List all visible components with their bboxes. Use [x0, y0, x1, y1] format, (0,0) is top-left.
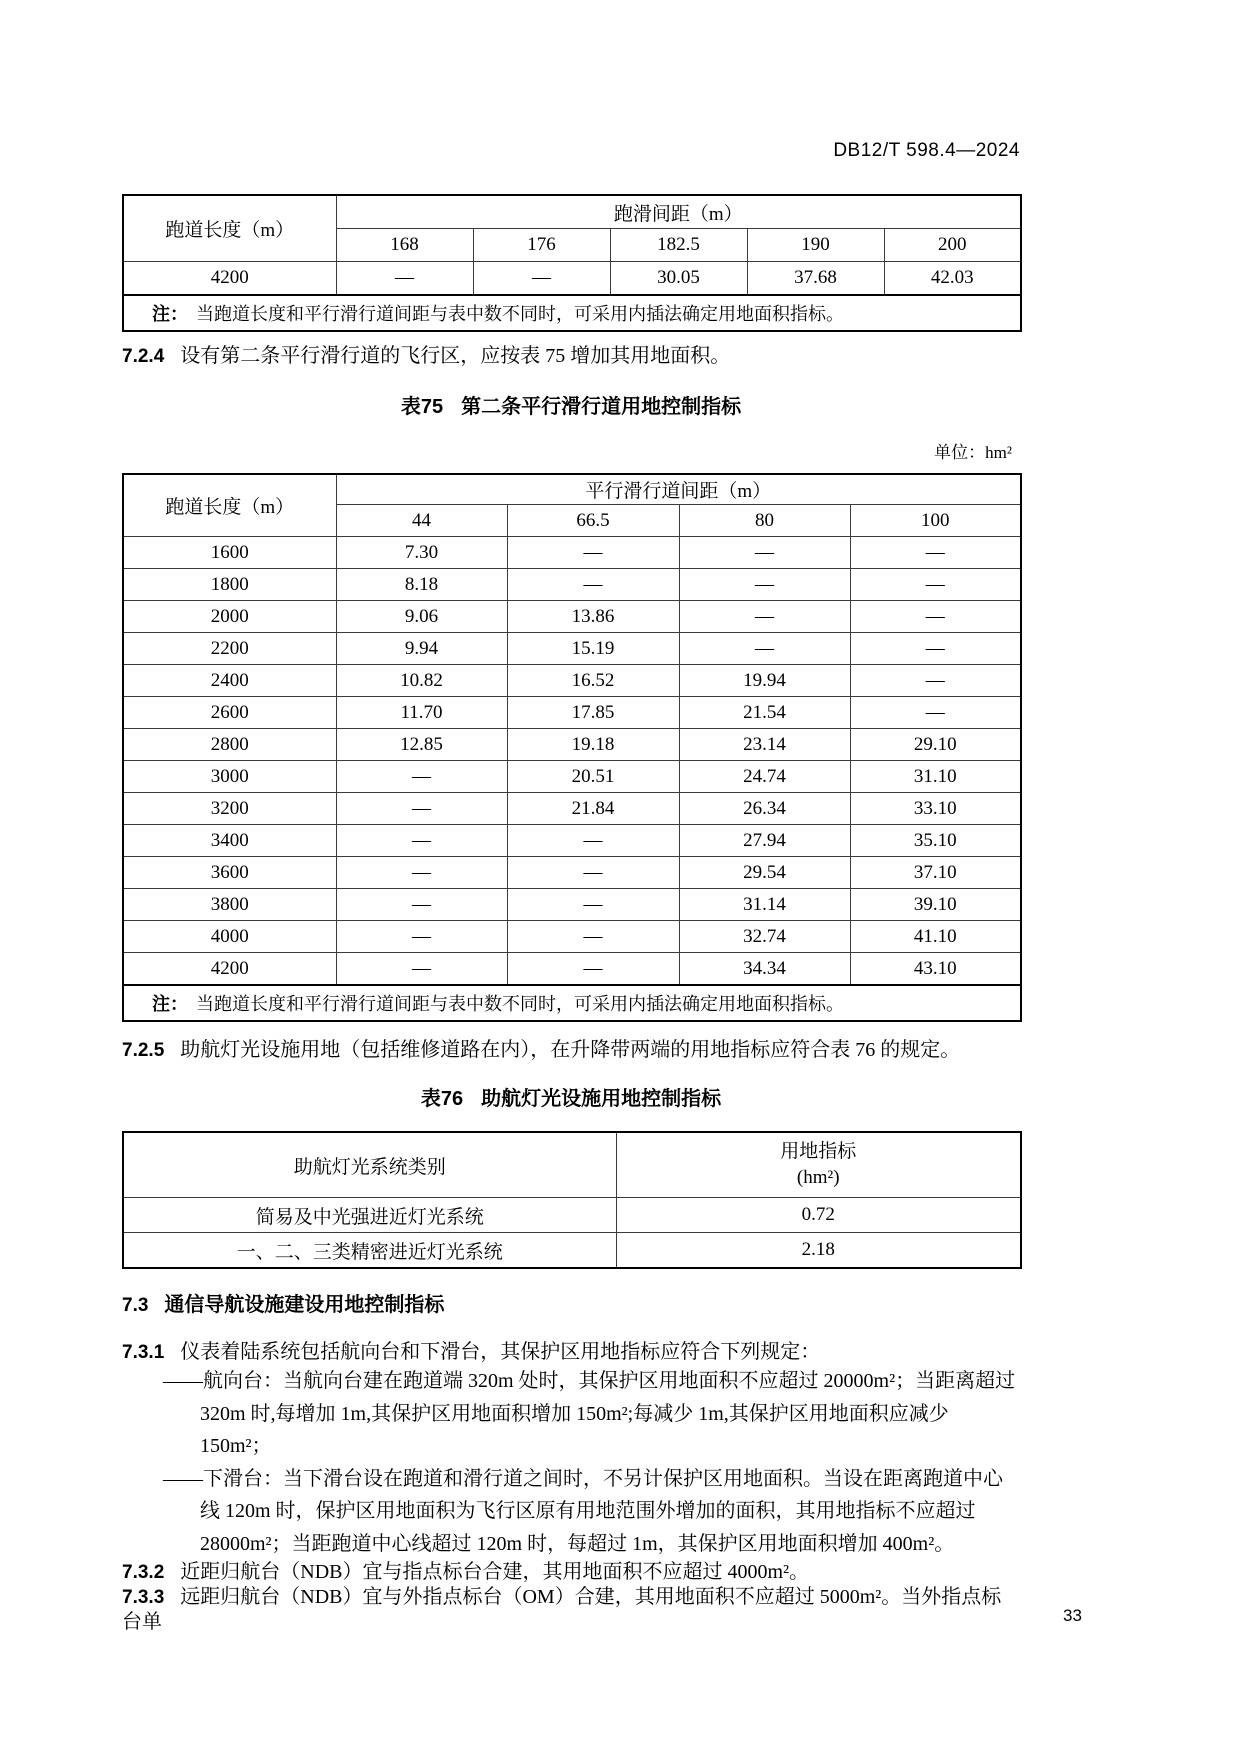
doc-number: DB12/T 598.4—2024 — [833, 140, 1020, 161]
list-item-glidepath-line3: 28000m²；当距跑道中心线超过 120m 时，每超过 1m，其保护区用地面积增加 400m²。 — [200, 1532, 955, 1555]
section-number: 7.3 — [122, 1295, 149, 1316]
cell: 21.54 — [679, 697, 850, 729]
cell: 34.34 — [679, 953, 850, 986]
cell: — — [507, 569, 679, 601]
column-header: 176 — [473, 229, 610, 262]
column-header-line1: 用地指标 — [780, 1141, 857, 1162]
table-row — [123, 262, 1021, 296]
cell: — — [850, 537, 1021, 569]
cell: 3800 — [123, 889, 336, 921]
cell: 10.82 — [336, 665, 507, 697]
cell: — — [507, 953, 679, 986]
cell: 3400 — [123, 825, 336, 857]
table-caption-title: 助航灯光设施用地控制指标 — [481, 1088, 722, 1110]
column-header: 200 — [884, 229, 1021, 262]
cell: — — [336, 761, 507, 793]
column-header: 66.5 — [507, 505, 679, 537]
cell: 30.05 — [610, 262, 747, 296]
cell: 37.68 — [747, 262, 884, 296]
cell: 2400 — [123, 665, 336, 697]
table-row — [123, 889, 1021, 921]
cell: 20.51 — [507, 761, 679, 793]
cell: 16.52 — [507, 665, 679, 697]
cell: 33.10 — [850, 793, 1021, 825]
cell: 23.14 — [679, 729, 850, 761]
clause-text: 远距归航台（NDB）宜与外指点标台（OM）合建，其用地面积不应超过 5000m²。当外指点标台单 — [122, 1586, 1002, 1633]
table-caption-label: 表76 — [420, 1088, 464, 1110]
cell: 0.72 — [616, 1198, 1021, 1233]
column-header: 跑道长度（m） — [123, 474, 336, 537]
cell: 2.18 — [616, 1233, 1021, 1269]
page-number: 33 — [1063, 1606, 1082, 1625]
table-note — [123, 295, 1021, 331]
clause-text: 仪表着陆系统包括航向台和下滑台，其保护区用地指标应符合下列规定： — [180, 1341, 821, 1363]
clause-number: 7.2.5 — [122, 1040, 165, 1061]
cell: 11.70 — [336, 697, 507, 729]
cell: — — [336, 825, 507, 857]
clause-number: 7.3.1 — [122, 1342, 165, 1363]
table-caption-label: 表75 — [400, 396, 444, 418]
list-item-localizer-line1: ——航向台：当航向台建在跑道端 320m 处时，其保护区用地面积不应超过 20000m²；当距离超过 — [163, 1370, 1016, 1392]
note-label: 注： — [152, 304, 188, 324]
section-heading-7-3 — [122, 1293, 1020, 1318]
cell: — — [679, 569, 850, 601]
table-header-row — [123, 1132, 1021, 1198]
clauses-block — [122, 1340, 1020, 1635]
cell: 31.14 — [679, 889, 850, 921]
cell: — — [507, 825, 679, 857]
group-header: 平行滑行道间距（m） — [336, 474, 1021, 505]
cell: — — [850, 665, 1021, 697]
column-header: 44 — [336, 505, 507, 537]
table-row — [123, 921, 1021, 953]
cell: 3600 — [123, 857, 336, 889]
cell: — — [850, 569, 1021, 601]
cell: — — [507, 537, 679, 569]
table-row — [123, 953, 1021, 986]
table-header-row — [123, 474, 1021, 505]
cell: 4200 — [123, 262, 336, 296]
note-label: 注： — [152, 994, 188, 1014]
column-header — [616, 1132, 1021, 1198]
cell: 29.54 — [679, 857, 850, 889]
table-row — [123, 1198, 1021, 1233]
table-row — [123, 793, 1021, 825]
table-row — [123, 1233, 1021, 1269]
cell: 19.18 — [507, 729, 679, 761]
runway-taxiway-spacing-table — [122, 194, 1022, 332]
table-row — [123, 665, 1021, 697]
cell: — — [336, 889, 507, 921]
table76-caption — [122, 1087, 1020, 1111]
cell: 17.85 — [507, 697, 679, 729]
column-header: 168 — [336, 229, 473, 262]
cell: 7.30 — [336, 537, 507, 569]
second-parallel-taxiway-table — [122, 473, 1022, 1022]
cell: 3200 — [123, 793, 336, 825]
cell: 2600 — [123, 697, 336, 729]
cell: 27.94 — [679, 825, 850, 857]
clause-7-3-2 — [122, 1560, 1020, 1585]
cell: 简易及中光强进近灯光系统 — [123, 1198, 616, 1233]
cell: — — [507, 857, 679, 889]
cell: 13.86 — [507, 601, 679, 633]
cell: — — [507, 889, 679, 921]
table-note — [123, 985, 1021, 1021]
clause-text: 设有第二条平行滑行道的飞行区，应按表 75 增加其用地面积。 — [180, 345, 731, 367]
list-item-glidepath-line1: ——下滑台：当下滑台设在跑道和滑行道之间时，不另计保护区用地面积。当设在距离跑道中心 — [163, 1467, 1003, 1490]
cell: 39.10 — [850, 889, 1021, 921]
cell: — — [679, 601, 850, 633]
note-text: 当跑道长度和平行滑行道间距与表中数不同时，可采用内插法确定用地面积指标。 — [196, 994, 844, 1014]
cell: 3000 — [123, 761, 336, 793]
group-header: 跑滑间距（m） — [336, 195, 1021, 229]
list-item-localizer-line2: 320m 时,每增加 1m,其保护区用地面积增加 150m²;每减少 1m,其保护区用地面积应减少 150m²； — [200, 1402, 949, 1457]
cell: 41.10 — [850, 921, 1021, 953]
cell: 2200 — [123, 633, 336, 665]
table-note-row — [123, 295, 1021, 331]
cell: 12.85 — [336, 729, 507, 761]
cell: — — [679, 633, 850, 665]
cell: — — [850, 697, 1021, 729]
cell: 4000 — [123, 921, 336, 953]
cell: — — [850, 601, 1021, 633]
clause-text: 近距归航台（NDB）宜与指点标台合建，其用地面积不应超过 4000m²。 — [180, 1561, 810, 1583]
cell: 1600 — [123, 537, 336, 569]
cell: 15.19 — [507, 633, 679, 665]
list-item-glidepath-line2: 线 120m 时，保护区用地面积为飞行区原有用地范围外增加的面积，其用地指标不应超过 — [200, 1500, 976, 1522]
table-row — [123, 825, 1021, 857]
table75-caption — [122, 395, 1020, 419]
column-header-line2: (hm²) — [796, 1167, 840, 1188]
column-header: 100 — [850, 505, 1021, 537]
cell: 21.84 — [507, 793, 679, 825]
table-row — [123, 569, 1021, 601]
cell: — — [679, 537, 850, 569]
clause-number: 7.2.4 — [122, 346, 165, 367]
cell: — — [336, 857, 507, 889]
clause-number: 7.3.3 — [122, 1587, 165, 1608]
cell: 24.74 — [679, 761, 850, 793]
cell: 29.10 — [850, 729, 1021, 761]
cell: 43.10 — [850, 953, 1021, 986]
clause-7-2-4 — [122, 344, 1020, 369]
cell: — — [507, 921, 679, 953]
cell: — — [850, 633, 1021, 665]
column-header: 182.5 — [610, 229, 747, 262]
clause-number: 7.3.2 — [122, 1562, 165, 1583]
cell: — — [336, 793, 507, 825]
cell: 2800 — [123, 729, 336, 761]
clause-text: 助航灯光设施用地（包括维修道路在内），在升降带两端的用地指标应符合表 76 的规定。 — [180, 1039, 961, 1061]
lighting-land-use-table — [122, 1131, 1022, 1269]
cell: — — [336, 262, 473, 296]
table-row — [123, 729, 1021, 761]
table-row — [123, 697, 1021, 729]
column-header: 跑道长度（m） — [123, 195, 336, 262]
cell: 42.03 — [884, 262, 1021, 296]
cell: — — [473, 262, 610, 296]
unit-label: 单位：hm² — [934, 443, 1012, 462]
cell: 2000 — [123, 601, 336, 633]
cell: 8.18 — [336, 569, 507, 601]
table-row — [123, 633, 1021, 665]
table-note-row — [123, 985, 1021, 1021]
clause-7-3-1 — [122, 1340, 1020, 1365]
cell: — — [336, 953, 507, 986]
cell: 32.74 — [679, 921, 850, 953]
cell: 37.10 — [850, 857, 1021, 889]
cell: 31.10 — [850, 761, 1021, 793]
cell: 9.94 — [336, 633, 507, 665]
table-header-row — [123, 195, 1021, 229]
table-caption-title: 第二条平行滑行道用地控制指标 — [461, 396, 742, 418]
cell: 一、二、三类精密进近灯光系统 — [123, 1233, 616, 1269]
table-row — [123, 601, 1021, 633]
column-header: 190 — [747, 229, 884, 262]
cell: 26.34 — [679, 793, 850, 825]
cell: 9.06 — [336, 601, 507, 633]
section-title: 通信导航设施建设用地控制指标 — [164, 1294, 445, 1316]
column-header: 80 — [679, 505, 850, 537]
table-row — [123, 857, 1021, 889]
note-text: 当跑道长度和平行滑行道间距与表中数不同时，可采用内插法确定用地面积指标。 — [196, 304, 844, 324]
clause-7-2-5 — [122, 1038, 1020, 1063]
cell: 1800 — [123, 569, 336, 601]
clause-7-3-3 — [122, 1585, 1020, 1635]
table-row — [123, 761, 1021, 793]
column-header: 助航灯光系统类别 — [123, 1132, 616, 1198]
cell: 4200 — [123, 953, 336, 986]
cell: 19.94 — [679, 665, 850, 697]
cell: — — [336, 921, 507, 953]
table-row — [123, 537, 1021, 569]
cell: 35.10 — [850, 825, 1021, 857]
